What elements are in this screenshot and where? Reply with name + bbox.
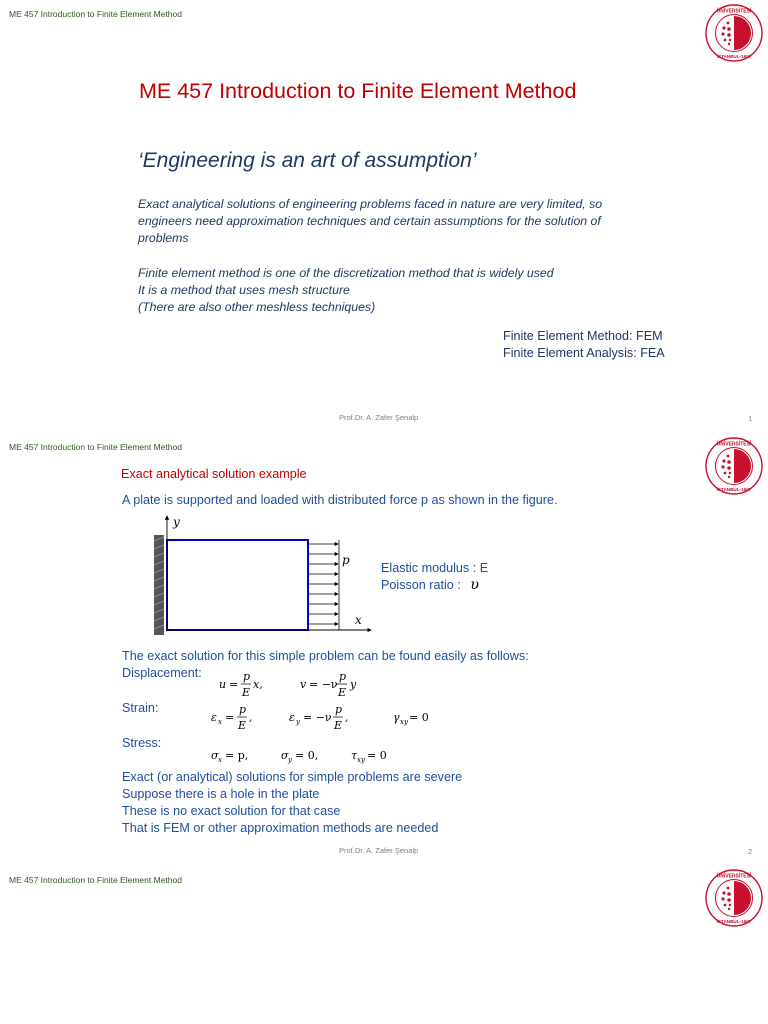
slide1-course-header: ME 457 Introduction to Finite Element Method bbox=[9, 9, 182, 19]
text-line: It is a method that uses mesh structure bbox=[138, 283, 350, 297]
svg-text:=: = bbox=[229, 678, 239, 691]
plate-figure bbox=[150, 513, 380, 639]
svg-text:p: p bbox=[239, 703, 247, 716]
plate bbox=[167, 540, 308, 630]
text-line: (There are also other meshless techniques) bbox=[138, 300, 376, 314]
svg-text:u: u bbox=[219, 678, 227, 691]
svg-text:İSTANBUL-1997: İSTANBUL-1997 bbox=[716, 919, 752, 924]
svg-text:xy: xy bbox=[357, 756, 365, 764]
slide2-closing bbox=[122, 769, 462, 837]
svg-text:ÜNİVERSİTESİ: ÜNİVERSİTESİ bbox=[716, 441, 752, 448]
strain-label: Strain: bbox=[122, 701, 159, 715]
poisson-ratio-row bbox=[381, 577, 479, 594]
university-logo bbox=[704, 436, 764, 496]
abbreviation-fem: Finite Element Method: FEM bbox=[503, 329, 663, 343]
text-line: engineers need approximation techniques and certain assumptions for the solution of bbox=[138, 214, 601, 228]
slide2-intro: A plate is supported and loaded with distributed force p as shown in the figure. bbox=[122, 493, 558, 507]
abbreviation-fea: Finite Element Analysis: FEA bbox=[503, 346, 665, 360]
svg-text:ÜNİVERSİTESİ: ÜNİVERSİTESİ bbox=[716, 873, 752, 880]
svg-text:x: x bbox=[218, 756, 222, 764]
slide2-page-number: 2 bbox=[748, 847, 753, 856]
slide1-footer-author: Prof.Dr. A. Zafer Şenalp bbox=[339, 413, 419, 422]
text-line: problems bbox=[138, 231, 189, 245]
slide2-course-header: ME 457 Introduction to Finite Element Method bbox=[9, 442, 182, 452]
svg-text:p: p bbox=[243, 670, 251, 683]
stress-label: Stress: bbox=[122, 736, 162, 750]
slide2-section-title: Exact analytical solution example bbox=[121, 467, 307, 481]
svg-text:y: y bbox=[288, 756, 292, 764]
text-line: Exact analytical solutions of engineering problems faced in nature are very limited, so bbox=[138, 197, 603, 211]
exact-solution-text: The exact solution for this simple problem can be found easily as follows: bbox=[122, 649, 529, 663]
svg-text:p: p bbox=[339, 670, 347, 683]
poisson-ratio-label: Poisson ratio : bbox=[381, 578, 461, 592]
svg-text:E: E bbox=[242, 686, 251, 699]
svg-text:= 0,: = 0, bbox=[295, 749, 319, 762]
text-line: Finite element method is one of the discretization method that is widely used bbox=[138, 266, 554, 280]
svg-text:E: E bbox=[338, 686, 347, 699]
svg-text:= 0: = 0 bbox=[367, 749, 387, 762]
displacement-label: Displacement: bbox=[122, 666, 202, 680]
svg-text:= 0: = 0 bbox=[409, 711, 429, 724]
load-label: p bbox=[342, 553, 350, 567]
svg-text:p: p bbox=[335, 703, 343, 716]
svg-text:= −ν: = −ν bbox=[309, 678, 338, 691]
slide1-abbreviations bbox=[503, 328, 665, 362]
slide3-course-header: ME 457 Introduction to Finite Element Method bbox=[9, 875, 182, 885]
svg-text:ε: ε bbox=[289, 711, 295, 724]
slide2-footer-author: Prof.Dr. A. Zafer Şenalp bbox=[339, 846, 419, 855]
svg-text:xy: xy bbox=[400, 718, 408, 726]
svg-text:E: E bbox=[238, 719, 247, 732]
svg-text:,: , bbox=[345, 711, 349, 724]
text-line: These is no exact solution for that case bbox=[122, 804, 341, 818]
elastic-modulus-label: Elastic modulus : E bbox=[381, 561, 489, 575]
text-line: Exact (or analytical) solutions for simple problems are severe bbox=[122, 770, 463, 784]
text-line: Suppose there is a hole in the plate bbox=[122, 787, 320, 801]
equations bbox=[205, 668, 445, 768]
svg-text:=: = bbox=[225, 711, 235, 724]
svg-text:E: E bbox=[334, 719, 343, 732]
slide1-paragraph-1 bbox=[138, 196, 698, 247]
svg-text:τ: τ bbox=[351, 749, 358, 762]
y-axis-label: y bbox=[173, 515, 180, 529]
svg-text:= p,: = p, bbox=[225, 749, 249, 762]
svg-text:x: x bbox=[218, 718, 222, 726]
svg-text:γ: γ bbox=[393, 711, 400, 724]
slide1-title: ME 457 Introduction to Finite Element Method bbox=[139, 79, 577, 103]
text-line: That is FEM or other approximation methods are needed bbox=[122, 821, 439, 835]
svg-text:İSTANBUL-1997: İSTANBUL-1997 bbox=[716, 487, 752, 492]
svg-text:ε: ε bbox=[211, 711, 217, 724]
slide1-paragraph-2 bbox=[138, 265, 698, 316]
svg-text:v: v bbox=[300, 678, 307, 691]
slide1-page-number: 1 bbox=[748, 414, 753, 423]
svg-text:İSTANBUL-1997: İSTANBUL-1997 bbox=[716, 54, 752, 59]
svg-text:σ: σ bbox=[211, 749, 219, 762]
svg-text:y: y bbox=[350, 678, 357, 691]
svg-text:y: y bbox=[296, 718, 300, 726]
slide1-quote: ‘Engineering is an art of assumption’ bbox=[138, 149, 477, 172]
svg-text:σ: σ bbox=[281, 749, 289, 762]
x-axis-label: x bbox=[355, 613, 362, 627]
svg-text:= −ν: = −ν bbox=[303, 711, 332, 724]
poisson-symbol: υ bbox=[470, 577, 479, 593]
university-logo bbox=[704, 3, 764, 63]
svg-text:x,: x, bbox=[253, 678, 263, 691]
svg-text:,: , bbox=[249, 711, 253, 724]
university-logo bbox=[704, 868, 764, 928]
svg-text:ÜNİVERSİTESİ: ÜNİVERSİTESİ bbox=[716, 8, 752, 15]
